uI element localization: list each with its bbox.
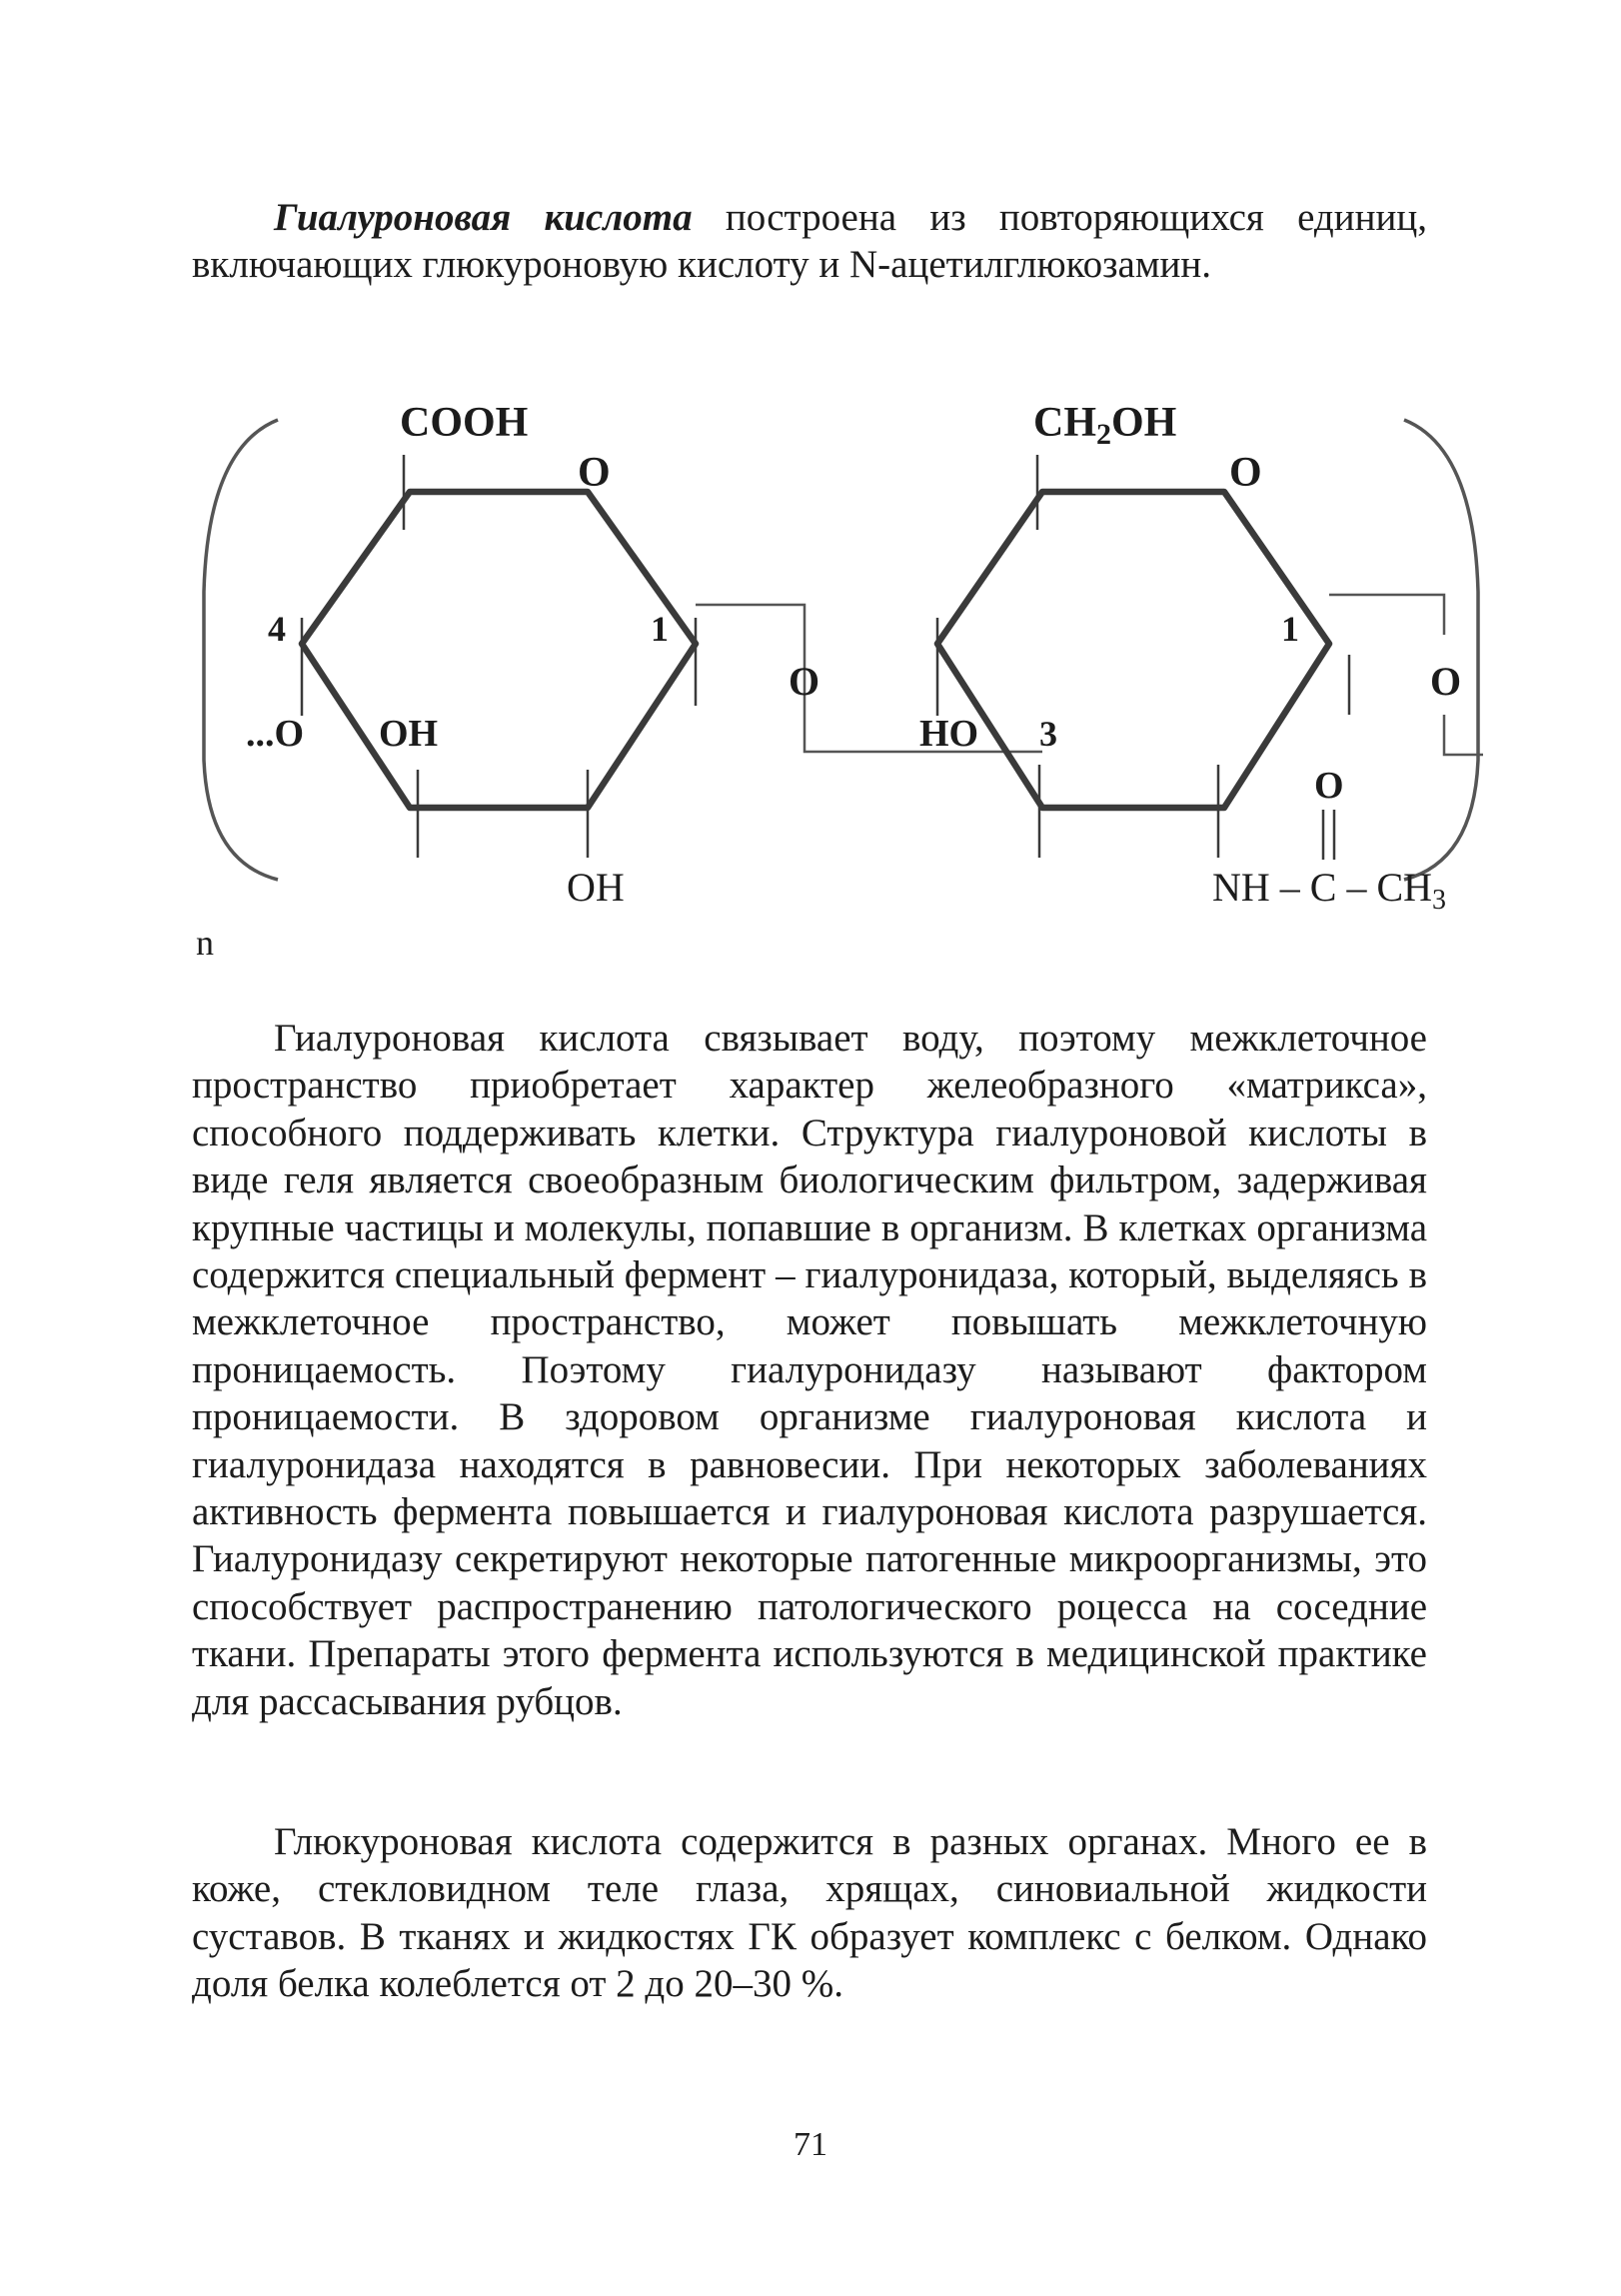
ring1-bottom-oh-label: OH (567, 865, 625, 910)
ch2oh-label (1033, 400, 1176, 451)
closing-paragraph: Глюкуроновая кислота содержится в разных органах. Много ее в коже, стекловидном теле глаза, хрящах, синовиальной жидкости суставов. В тканях и жидкостях ГК образует комплекс с белком. Однако доля белка колеблется от 2 до 20–30 %. (192, 1820, 1427, 2006)
intro-text: построена из повторяющихся единиц, включающих глюкуроновую кислоту и N-ацетилглюкозамин. (192, 196, 1427, 287)
amide-group-label (1212, 865, 1446, 916)
n-acetylglucosamine-ring (937, 455, 1483, 860)
ring2-right-link-top (1329, 595, 1444, 635)
ch2oh-subscript: 2 (1096, 418, 1111, 451)
ring1-oxygen-label: O (578, 450, 611, 496)
ring1-oh-label: OH (379, 713, 439, 755)
body-paragraph: Гиалуроновая кислота связывает воду, поэтому межклеточное пространство приобретает характер желеобразного «матрикса», способного поддерживать клетки. Структура гиалуроновой кислоты в виде геля является своеобразным биологическим фильтром, задерживая крупные частицы и молекулы, попавшие в организм. В клетках организма содержится специальный фермент – гиалуронидаза, который, выделяясь в межклеточное пространство, может повышать межклеточную проницаемость. Поэтому гиалуронидазу называют фактором проницаемости. В здоровом организме гиалуроновая кислота и гиалуронидаза находятся в равновесии. При некоторых заболеваниях активность фермента повышается и гиалуроновая кислота разрушается. Гиалуронидазу секретируют некоторые патогенные микроорганизмы, это способствует распространению патологического роцесса на соседние ткани. Препараты этого фермента используются в медицинской практике для рассасывания рубцов. (192, 1017, 1427, 1723)
bridge-oxygen-label: O (789, 659, 820, 704)
ring2-carbon3-label: 3 (1039, 714, 1057, 754)
amide-subscript: 3 (1432, 885, 1447, 916)
ring1-carbon1-label: 1 (651, 609, 669, 649)
ring1-hexagon (302, 492, 696, 808)
ch2oh-main: CH (1033, 400, 1096, 446)
left-bracket (204, 420, 278, 880)
ch2oh-tail: OH (1111, 400, 1177, 446)
ring1-carbon4-label: 4 (268, 609, 286, 649)
glucuronic-acid-ring (302, 455, 696, 858)
repeat-count-label: n (196, 923, 214, 963)
hyaluronic-acid-term: Гиалуроновая кислота (274, 196, 693, 239)
amide-main: NH – C – CH (1212, 865, 1433, 910)
ring2-oxygen-label: O (1229, 450, 1262, 496)
hyaluronic-acid-structural-formula (0, 0, 1621, 1000)
ring1-left-oxygen-label: ...O (246, 713, 305, 755)
repeat-unit-brackets (204, 420, 1478, 880)
page-number: 71 (794, 2126, 827, 2163)
ring2-carbon1-label: 1 (1281, 609, 1299, 649)
ring2-hexagon (937, 492, 1329, 808)
right-bracket (1404, 420, 1478, 880)
carbonyl-oxygen-label: O (1314, 765, 1344, 807)
cooh-label: COOH (400, 400, 529, 446)
right-oxygen-label: O (1430, 659, 1462, 704)
ring2-ho-label: HO (919, 713, 979, 755)
